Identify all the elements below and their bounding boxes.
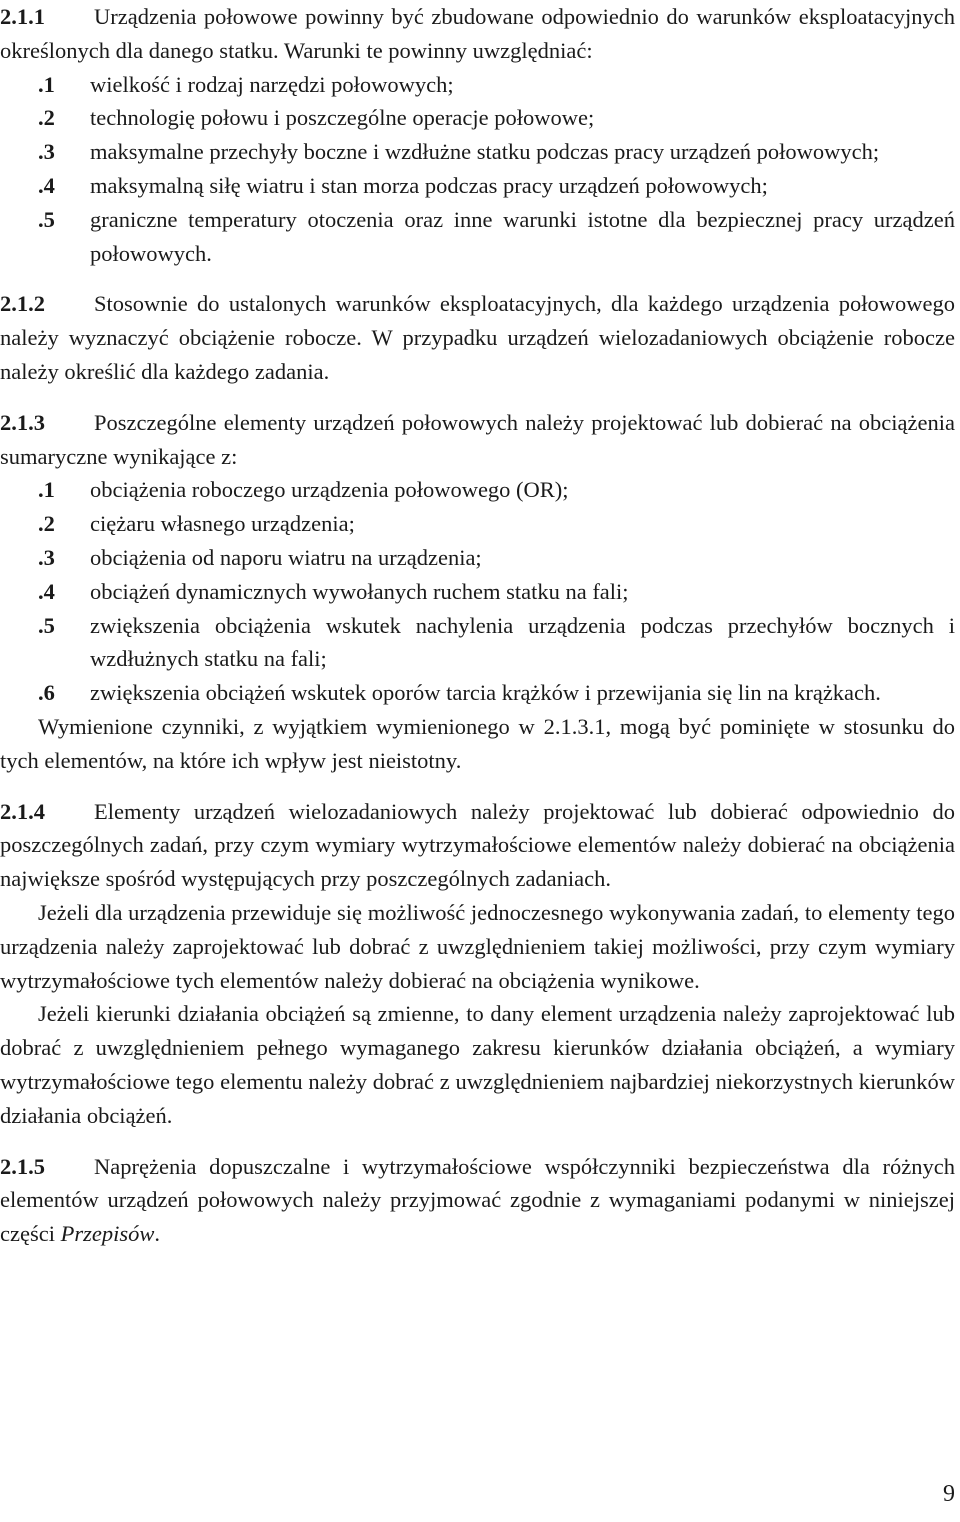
paragraph-text: Jeżeli dla urządzenia przewiduje się możliwość jednoczesnego wykonywania zadań, to elementy tego urządzenia należy zaprojektować lub dobrać z uwzględnieniem takiej możliwości, przy czym wymiary wytrzymałościowe tych elementów należy dobierać na obciążenia wynikowe.	[0, 899, 955, 993]
item-number: .3	[38, 139, 55, 165]
list-item	[0, 169, 955, 203]
list-item	[0, 541, 955, 575]
item-number: .4	[38, 578, 55, 604]
section-number: 2.1.1	[0, 4, 45, 29]
list-item	[0, 676, 955, 710]
section-number: 2.1.3	[0, 409, 45, 435]
section-paragraph	[0, 1150, 955, 1251]
list-item	[0, 203, 955, 271]
section-closing	[0, 710, 955, 778]
item-number: .6	[38, 680, 55, 706]
item-text: obciążeń dynamicznych wywołanych ruchem statku na fali;	[90, 578, 629, 604]
section-text: Elementy urządzeń wielozadaniowych należy projektować lub dobierać odpowiednio do poszczególnych zadań, przy czym wymiary wytrzymałościowe elementów należy dobierać na obciążenia największe spośród występujących przy poszczególnych zadaniach.	[0, 798, 955, 892]
item-text: ciężaru własnego urządzenia;	[90, 511, 355, 537]
section-end: .	[154, 1221, 160, 1247]
section-paragraph	[0, 795, 955, 896]
item-text: maksymalne przechyły boczne i wzdłużne statku podczas pracy urządzeń połowowych;	[90, 139, 880, 165]
list-item	[0, 101, 955, 135]
list-item	[0, 507, 955, 541]
closing-text: Wymienione czynniki, z wyjątkiem wymienionego w 2.1.3.1, mogą być pominięte w stosunku do tych elementów, na które ich wpływ jest nieistotny.	[0, 713, 955, 773]
spacer	[0, 1133, 955, 1150]
item-number: .1	[38, 477, 55, 503]
section-2-1-5	[0, 1150, 955, 1251]
section-number: 2.1.5	[0, 1153, 45, 1179]
list-item	[0, 68, 955, 102]
item-number: .1	[38, 71, 55, 97]
section-text: Poszczególne elementy urządzeń połowowych należy projektować lub dobierać na obciążenia sumaryczne wynikające z:	[0, 409, 955, 469]
section-2-1-3	[0, 406, 955, 778]
item-text: technologię połowu i poszczególne operacje połowowe;	[90, 105, 595, 131]
section-paragraph-3	[0, 997, 955, 1132]
list-item	[0, 473, 955, 507]
item-text: obciążenia od naporu wiatru na urządzenia;	[90, 544, 482, 570]
item-number: .3	[38, 544, 55, 570]
italic-reference: Przepisów	[60, 1221, 155, 1247]
item-text: zwiększenia obciążenia wskutek nachylenia urządzenia podczas przechyłów bocznych i wzdłużnych statku na fali;	[90, 612, 955, 672]
item-text: maksymalną siłę wiatru i stan morza podczas pracy urządzeń połowowych;	[90, 172, 768, 198]
section-text: Naprężenia dopuszczalne i wytrzymałościowe współczynniki bezpieczeństwa dla różnych elementów urządzeń połowowych należy przyjmować zgodnie z wymaganiami podanymi w niniejszej części	[0, 1153, 955, 1247]
section-2-1-2	[0, 287, 955, 388]
list-item	[0, 135, 955, 169]
item-text: obciążenia roboczego urządzenia połowowego (OR);	[90, 477, 569, 503]
spacer	[0, 270, 955, 287]
item-number: .5	[38, 206, 55, 232]
section-paragraph	[0, 287, 955, 388]
list-item	[0, 609, 955, 677]
section-number: 2.1.4	[0, 798, 45, 824]
section-number: 2.1.2	[0, 291, 45, 317]
page-number: 9	[943, 1481, 955, 1507]
item-text: wielkość i rodzaj narzędzi połowowych;	[90, 71, 454, 97]
section-text: Stosownie do ustalonych warunków eksploatacyjnych, dla każdego urządzenia połowowego należy wyznaczyć obciążenie robocze. W przypadku urządzeń wielozadaniowych obciążenie robocze należy określić dla każdego zadania.	[0, 291, 955, 384]
section-intro	[0, 406, 955, 474]
section-paragraph-2	[0, 896, 955, 997]
item-text: graniczne temperatury otoczenia oraz inne warunki istotne dla bezpiecznej pracy urządzeń połowowych.	[90, 206, 955, 266]
item-number: .2	[38, 511, 55, 537]
spacer	[0, 389, 955, 406]
item-number: .2	[38, 105, 55, 131]
section-2-1-1	[0, 0, 955, 270]
item-number: .5	[38, 612, 55, 638]
spacer	[0, 778, 955, 795]
section-2-1-4	[0, 795, 955, 1133]
list-item	[0, 575, 955, 609]
item-number: .4	[38, 172, 55, 198]
section-intro	[0, 0, 955, 68]
item-text: zwiększenia obciążeń wskutek oporów tarcia krążków i przewijania się lin na krążkach.	[90, 680, 881, 706]
paragraph-text: Jeżeli kierunki działania obciążeń są zmienne, to dany element urządzenia należy zaprojektować lub dobrać z uwzględnieniem pełnego wymaganego zakresu kierunków działania obciążeń, a wymiary wytrzymałościowe tego elementu należy dobrać z uwzględnieniem najbardziej niekorzystnych kierunków działania obciążeń.	[0, 1001, 955, 1128]
section-text: Urządzenia połowowe powinny być zbudowane odpowiednio do warunków eksploatacyjnych określonych dla danego statku. Warunki te powinny uwzględniać:	[0, 4, 955, 63]
